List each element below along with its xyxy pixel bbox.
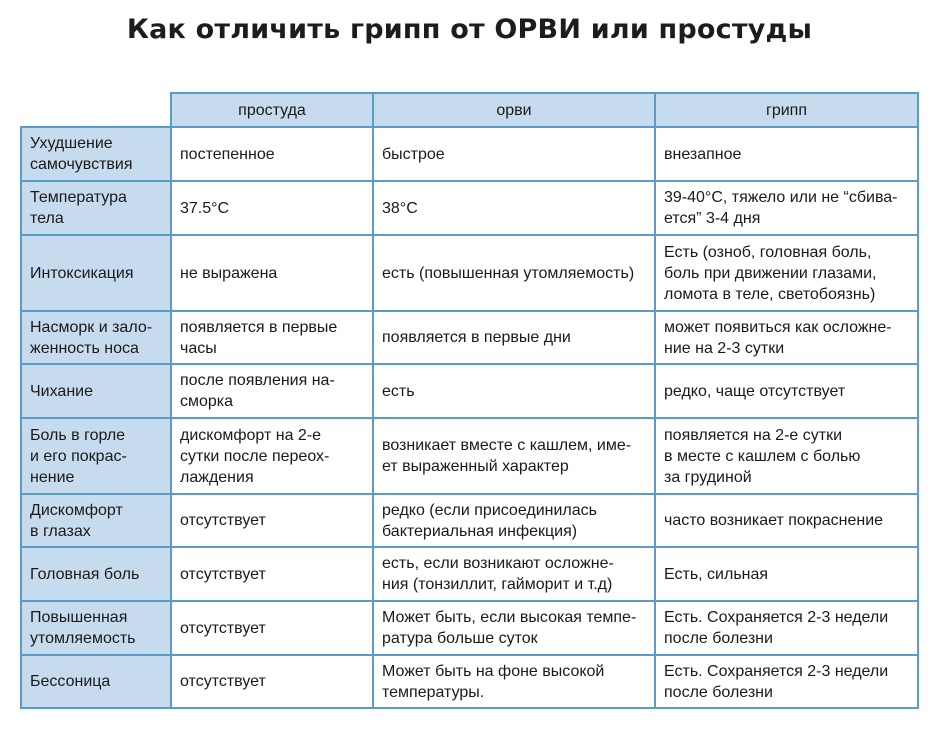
cell-arvi: Может быть, если высокая темпе- ратура больше суток: [373, 601, 655, 655]
table-row: [21, 181, 918, 235]
cell-cold: отсутствует: [171, 655, 373, 708]
row-label: Ухудшение самочувствия: [21, 127, 171, 181]
table-row: [21, 601, 918, 655]
cell-cold: постепенное: [171, 127, 373, 181]
header-cold: простуда: [171, 93, 373, 127]
cell-arvi: есть: [373, 364, 655, 418]
row-label: Повышенная утомляемость: [21, 601, 171, 655]
cell-arvi: 38°С: [373, 181, 655, 235]
cell-arvi: быстрое: [373, 127, 655, 181]
row-label: Интоксикация: [21, 235, 171, 311]
cell-cold: появляется в первые часы: [171, 311, 373, 364]
cell-flu: Есть, сильная: [655, 547, 918, 601]
header-corner: [21, 93, 171, 127]
cell-cold: отсутствует: [171, 601, 373, 655]
table-row: [21, 547, 918, 601]
table-row: [21, 311, 918, 364]
table-row: [21, 494, 918, 547]
row-label: Бессоница: [21, 655, 171, 708]
row-label: Боль в горле и его покрас- нение: [21, 418, 171, 494]
cell-arvi: возникает вместе с кашлем, име- ет выраженный характер: [373, 418, 655, 494]
cell-arvi: появляется в первые дни: [373, 311, 655, 364]
page-title: Как отличить грипп от ОРВИ или простуды: [126, 14, 813, 45]
table-row: [21, 418, 918, 494]
table-row: [21, 235, 918, 311]
cell-flu: Есть. Сохраняется 2-3 недели после болезни: [655, 655, 918, 708]
cell-flu: 39-40°С, тяжело или не “сбива- ется” 3-4 дня: [655, 181, 918, 235]
row-label: Температура тела: [21, 181, 171, 235]
cell-arvi: Может быть на фоне высокой температуры.: [373, 655, 655, 708]
cell-arvi: редко (если присоединилась бактериальная инфекция): [373, 494, 655, 547]
cell-cold: отсутствует: [171, 494, 373, 547]
cell-flu: Есть. Сохраняется 2-3 недели после болезни: [655, 601, 918, 655]
header-arvi: орви: [373, 93, 655, 127]
cell-flu: редко, чаще отсутствует: [655, 364, 918, 418]
table-header-row: [21, 93, 918, 127]
comparison-table: [20, 92, 919, 709]
cell-cold: 37.5°С: [171, 181, 373, 235]
row-label: Чихание: [21, 364, 171, 418]
table-row: [21, 655, 918, 708]
cell-flu: появляется на 2-е сутки в месте с кашлем с болью за грудиной: [655, 418, 918, 494]
row-label: Дискомфорт в глазах: [21, 494, 171, 547]
cell-cold: после появления на- сморка: [171, 364, 373, 418]
cell-cold: дискомфорт на 2-е сутки после переох- лаждения: [171, 418, 373, 494]
row-label: Головная боль: [21, 547, 171, 601]
cell-flu: часто возникает покраснение: [655, 494, 918, 547]
cell-flu: внезапное: [655, 127, 918, 181]
row-label: Насморк и зало- женность носа: [21, 311, 171, 364]
cell-cold: отсутствует: [171, 547, 373, 601]
table-row: [21, 127, 918, 181]
cell-cold: не выражена: [171, 235, 373, 311]
cell-arvi: есть, если возникают осложне- ния (тонзиллит, гайморит и т.д): [373, 547, 655, 601]
header-flu: грипп: [655, 93, 918, 127]
cell-arvi: есть (повышенная утомляемость): [373, 235, 655, 311]
table-row: [21, 364, 918, 418]
cell-flu: Есть (озноб, головная боль, боль при движении глазами, ломота в теле, светобоязнь): [655, 235, 918, 311]
cell-flu: может появиться как осложне- ние на 2-3 сутки: [655, 311, 918, 364]
